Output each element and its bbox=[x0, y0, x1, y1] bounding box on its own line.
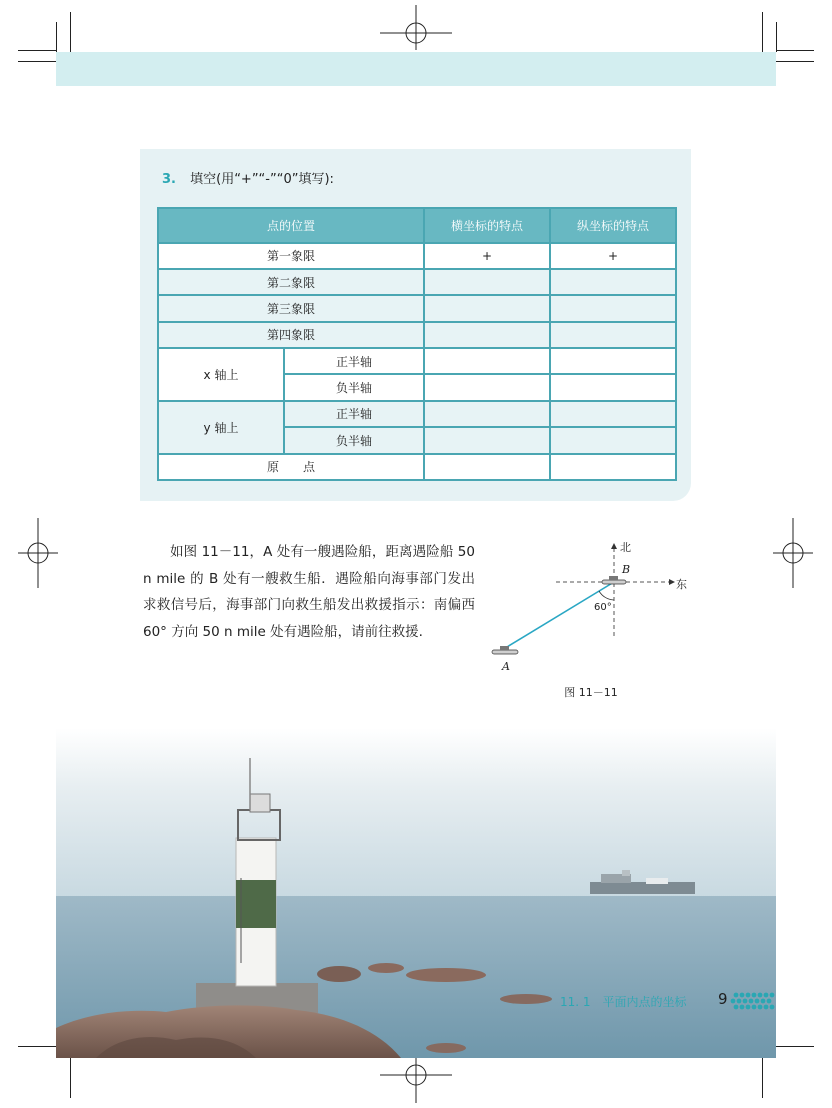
ship-b-icon bbox=[602, 576, 626, 584]
row-label: 第二象限 bbox=[158, 269, 424, 295]
cell-y: + bbox=[550, 243, 676, 269]
point-a-label: A bbox=[502, 660, 510, 673]
cell-x bbox=[424, 295, 550, 321]
cell-y bbox=[550, 427, 676, 453]
cell-x: + bbox=[424, 243, 550, 269]
row-label: 原 点 bbox=[158, 454, 424, 481]
row-label: y 轴上 bbox=[158, 401, 284, 454]
cell-x bbox=[424, 348, 550, 374]
row-label: 第三象限 bbox=[158, 295, 424, 321]
east-label: 东 bbox=[676, 578, 687, 591]
angle-arc bbox=[599, 591, 614, 600]
cell-y bbox=[550, 454, 676, 481]
paragraph-text: 如图 11－11，A 处有一艘遇险船，距离遇险船 50 n mile 的 B 处有一艘救生船．遇险船向海事部门发出求救信号后，海事部门向救生船发出救援指示：南偏西 60° 方向 50 n mile 处有遇险船，请前往救援. bbox=[143, 544, 475, 640]
exercise-number: 3. bbox=[162, 172, 176, 187]
sub-label: 负半轴 bbox=[284, 374, 424, 400]
table-row bbox=[158, 348, 676, 374]
cell-x bbox=[424, 374, 550, 400]
table-row bbox=[158, 243, 676, 269]
page-number: 9 bbox=[718, 990, 728, 1008]
problem-paragraph bbox=[143, 539, 475, 645]
header-band bbox=[56, 52, 776, 86]
cell-x bbox=[424, 401, 550, 427]
figure-caption: 图 11－11 bbox=[564, 686, 618, 699]
table-row bbox=[158, 295, 676, 321]
angle-label: 60° bbox=[594, 602, 612, 613]
header-position: 点的位置 bbox=[158, 208, 424, 243]
table-row bbox=[158, 269, 676, 295]
sub-label: 负半轴 bbox=[284, 427, 424, 453]
table-row bbox=[158, 401, 676, 427]
cell-y bbox=[550, 322, 676, 348]
row-label: 第一象限 bbox=[158, 243, 424, 269]
row-label: 第四象限 bbox=[158, 322, 424, 348]
cell-y bbox=[550, 295, 676, 321]
cell-y bbox=[550, 401, 676, 427]
cell-y bbox=[550, 348, 676, 374]
header-x-feature: 横坐标的特点 bbox=[424, 208, 550, 243]
cell-y bbox=[550, 374, 676, 400]
cell-y bbox=[550, 269, 676, 295]
section-footer: 11. 1 平面内点的坐标 bbox=[560, 995, 687, 1009]
page-dots-icon bbox=[730, 988, 776, 1014]
quadrant-table bbox=[157, 207, 677, 481]
sub-label: 正半轴 bbox=[284, 348, 424, 374]
row-label: x 轴上 bbox=[158, 348, 284, 401]
rescue-path bbox=[502, 582, 614, 650]
north-label: 北 bbox=[620, 541, 631, 554]
rescue-diagram bbox=[486, 536, 696, 676]
cell-x bbox=[424, 454, 550, 481]
table-row bbox=[158, 322, 676, 348]
header-y-feature: 纵坐标的特点 bbox=[550, 208, 676, 243]
exercise-heading bbox=[162, 168, 334, 187]
ship-a-icon bbox=[492, 646, 518, 654]
point-b-label: B bbox=[622, 563, 631, 576]
table-row bbox=[158, 454, 676, 481]
cell-x bbox=[424, 269, 550, 295]
exercise-instruction: 填空(用“+”“-”“0”填写): bbox=[190, 172, 334, 187]
cell-x bbox=[424, 427, 550, 453]
sub-label: 正半轴 bbox=[284, 401, 424, 427]
cell-x bbox=[424, 322, 550, 348]
